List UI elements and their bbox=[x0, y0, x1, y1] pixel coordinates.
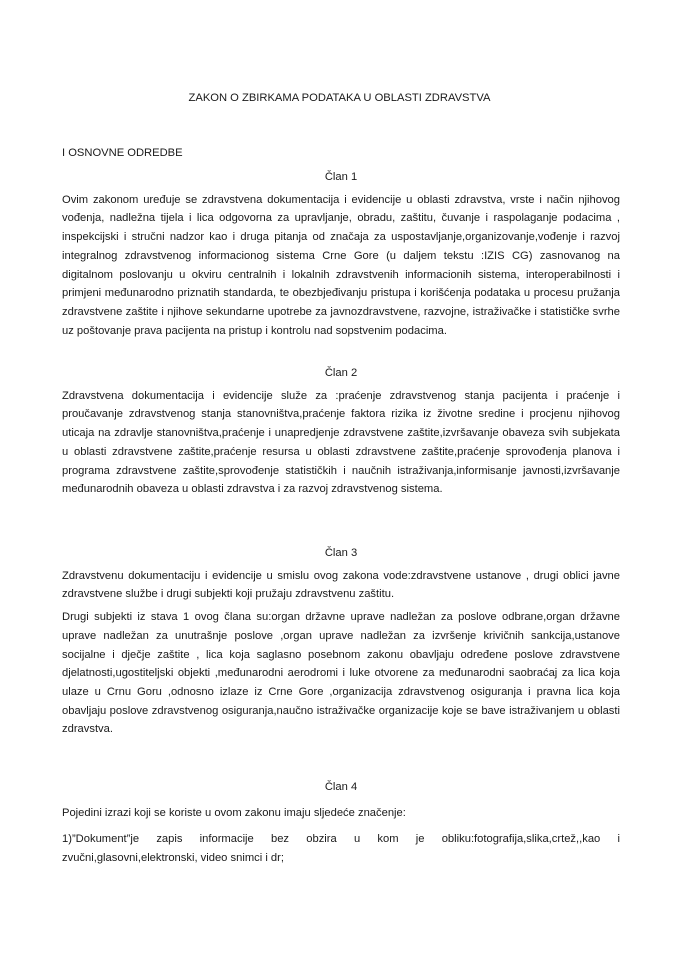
article-1 bbox=[62, 168, 620, 340]
article-heading: Član 1 bbox=[324, 171, 358, 183]
article-paragraph: Pojedini izrazi koji se koriste u ovom zakonu imaju sljedeće značenje: bbox=[62, 806, 406, 819]
section-heading: I OSNOVNE ODREDBE bbox=[62, 147, 183, 159]
article-paragraph: Zdravstvenu dokumentaciju i evidencije u smislu ovog zakona vode:zdravstvene ustanove , drugi oblici javne zdravstvene službe i drugi subjekti koji pružaju zdravstvenu zaštitu. bbox=[62, 569, 620, 601]
article-paragraph: Zdravstvena dokumentacija i evidencije služe za :praćenje zdravstvenog stanja pacijenta i praćenje i proučavanje zdravstvenog stanja stanovništva,praćenje faktora rizika iz životne sredine i procjenu njihovog uticaja na zdravlje stanovništva,praćenje i unapredjenje zdravstvene zaštite,izvršavanje obaveza svih subjekata u oblasti zdravstvene zaštite,praćenje resursa u oblasti zdravstvene zaštite,praćenje sprovođenja planova i programa zdravstvene zaštite,sprovođenje statističkih i naučnih istraživanja,informisanje javnosti,izvršavanje međunarodnih obaveza u oblasti zdravstva i za razvoj zdravstvenog sistema. bbox=[62, 389, 620, 496]
article-heading: Član 2 bbox=[324, 367, 358, 379]
article-heading: Član 4 bbox=[324, 781, 358, 793]
article-3 bbox=[62, 544, 620, 739]
article-2 bbox=[62, 364, 620, 499]
document-title: ZAKON O ZBIRKAMA PODATAKA U OBLASTI ZDRAVSTVA bbox=[188, 92, 491, 104]
article-4 bbox=[62, 778, 620, 868]
article-paragraph: Drugi subjekti iz stava 1 ovog člana su:organ državne uprave nadležan za poslove odbrane,organ državne uprave nadležan za unutrašnje poslove ,organ uprave nadležan za izvršenje krivičnih sankcija,ustanove socijalne i dječje zaštite , lica koja saglasno posebnom zakonu obavljaju određene poslove zdravstvene djelatnosti,ugostiteljski objekti ,međunarodni aerodromi i luke otvorene za međunarodni saobraćaj za lica koja ulaze u Crnu Goru ,odnosno izlaze iz Crne Gore ,organizacija zdravstvenog osiguranja i pravna lica koja obavljaju poslove zdravstvenog osiguranja,naučno istraživačke organizacije koje se bave istraživanjem u oblasti zdravstva. bbox=[62, 611, 620, 736]
article-paragraph: 1)”Dokument”je zapis informacije bez obzira u kom je obliku:fotografija,slika,crtež,,kao i zvučni,glasovni,elektronski, video snimci i dr; bbox=[62, 833, 620, 865]
article-heading: Član 3 bbox=[324, 547, 358, 559]
article-paragraph: Ovim zakonom uređuje se zdravstvena dokumentacija i evidencije u oblasti zdravstva, vrste i način njihovog vođenja, nadležna tijela i lica odgovorna za upravljanje, obradu, zaštitu, čuvanje i raspolaganje podacima , inspekcijski i stručni nadzor kao i druga pitanja od značaja za uspostavljanje,organizovanje,vođenje i razvoj integralnog zdravstvenog informacionog sistema Crne Gore (u daljem tekstu :IZIS CG) zasnovanog na digitalnom poslovanju u okviru centralnih i lokalnih zdravstvenih informacionih sistema, interoperabilnosti i primjeni međunarodno priznatih standarda, te obezbjeđivanju pristupa i korišćenja podataka u procesu pružanja zdravstvene zaštite i njihove sekundarne upotrebe za javnozdravstvene, razvojne, istraživačke i statističke svrhe uz poštovanje prava pacijenta na pristup i kontrolu nad sopstvenim podacima. bbox=[62, 193, 620, 337]
